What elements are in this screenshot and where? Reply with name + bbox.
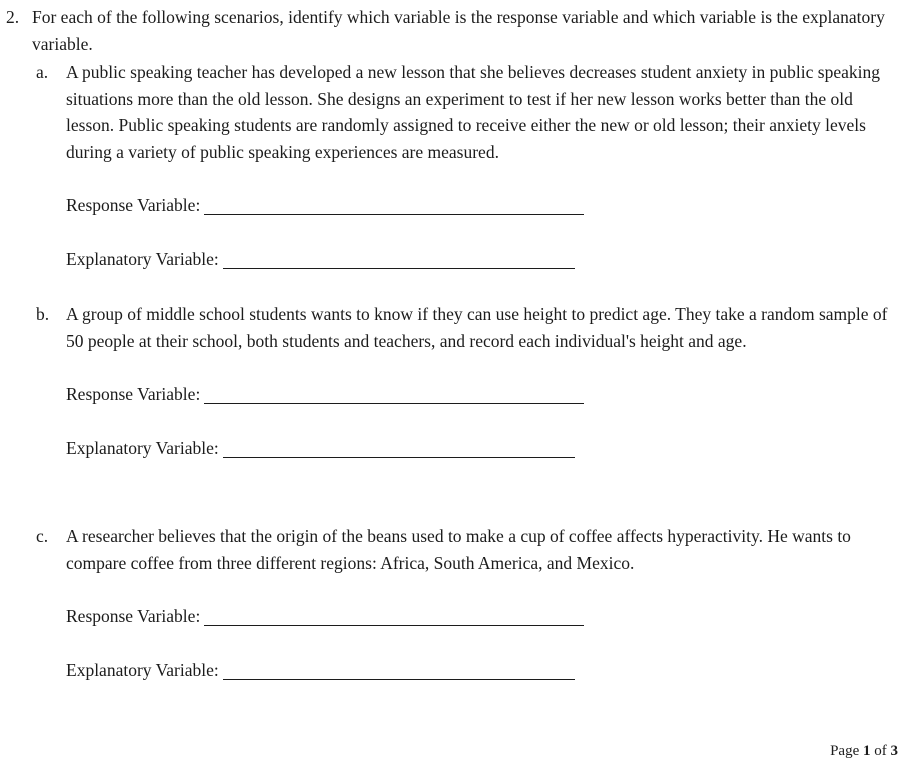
scenario-a-body xyxy=(66,59,904,272)
response-variable-label: Response Variable: xyxy=(66,606,201,626)
question-number: 2. xyxy=(6,7,20,27)
scenario-b-label: b. xyxy=(36,304,50,324)
scenario-b-text: A group of middle school students wants to know if they can use height to predict age. They take a random sample of 50 people at their school, both students and teachers, and record each individual's height and age. xyxy=(66,304,888,351)
explanatory-variable-blank[interactable] xyxy=(223,444,575,458)
scenario-c-explanatory-line xyxy=(66,657,904,684)
scenario-a xyxy=(36,59,904,272)
footer-of-label: of xyxy=(870,743,891,759)
scenario-c xyxy=(36,523,904,683)
page-footer xyxy=(6,741,904,761)
footer-page-number: 1 xyxy=(863,743,871,759)
scenario-a-text: A public speaking teacher has developed a new lesson that she believes decreases student anxiety in public speaking situations more than the old lesson. She designs an experiment to test if her new lesson works better than the old lesson. Public speaking students are randomly assigned to receive either the new or old lesson; their anxiety levels during a variety of public speaking experiences are measured. xyxy=(66,62,880,162)
explanatory-variable-blank[interactable] xyxy=(223,666,575,680)
scenario-a-response-line xyxy=(66,192,904,219)
question-body xyxy=(32,4,904,683)
response-variable-label: Response Variable: xyxy=(66,384,201,404)
footer-page-label: Page xyxy=(830,743,863,759)
scenario-b-explanatory-line xyxy=(66,435,904,462)
scenario-b-response-line xyxy=(66,381,904,408)
response-variable-label: Response Variable: xyxy=(66,195,201,215)
scenario-c-response-line xyxy=(66,603,904,630)
explanatory-variable-label: Explanatory Variable: xyxy=(66,437,219,458)
response-variable-blank[interactable] xyxy=(204,390,584,404)
response-variable-blank[interactable] xyxy=(204,612,584,626)
explanatory-variable-blank[interactable] xyxy=(223,255,575,269)
scenario-b xyxy=(36,301,904,461)
scenario-c-text: A researcher believes that the origin of the beans used to make a cup of coffee affects hyperactivity. He wants to compare coffee from three different regions: Africa, South America, and Mexico. xyxy=(66,526,851,573)
scenario-c-body xyxy=(66,523,904,683)
scenario-a-label: a. xyxy=(36,62,49,82)
scenario-b-body xyxy=(66,301,904,461)
explanatory-variable-label: Explanatory Variable: xyxy=(66,248,219,269)
question-text: For each of the following scenarios, identify which variable is the response variable and which variable is the explanatory variable. xyxy=(32,7,885,54)
explanatory-variable-label: Explanatory Variable: xyxy=(66,659,219,680)
footer-total-pages: 3 xyxy=(890,743,898,759)
scenario-c-label: c. xyxy=(36,526,49,546)
question-2 xyxy=(6,4,904,683)
scenario-a-explanatory-line xyxy=(66,246,904,273)
response-variable-blank[interactable] xyxy=(204,201,584,215)
